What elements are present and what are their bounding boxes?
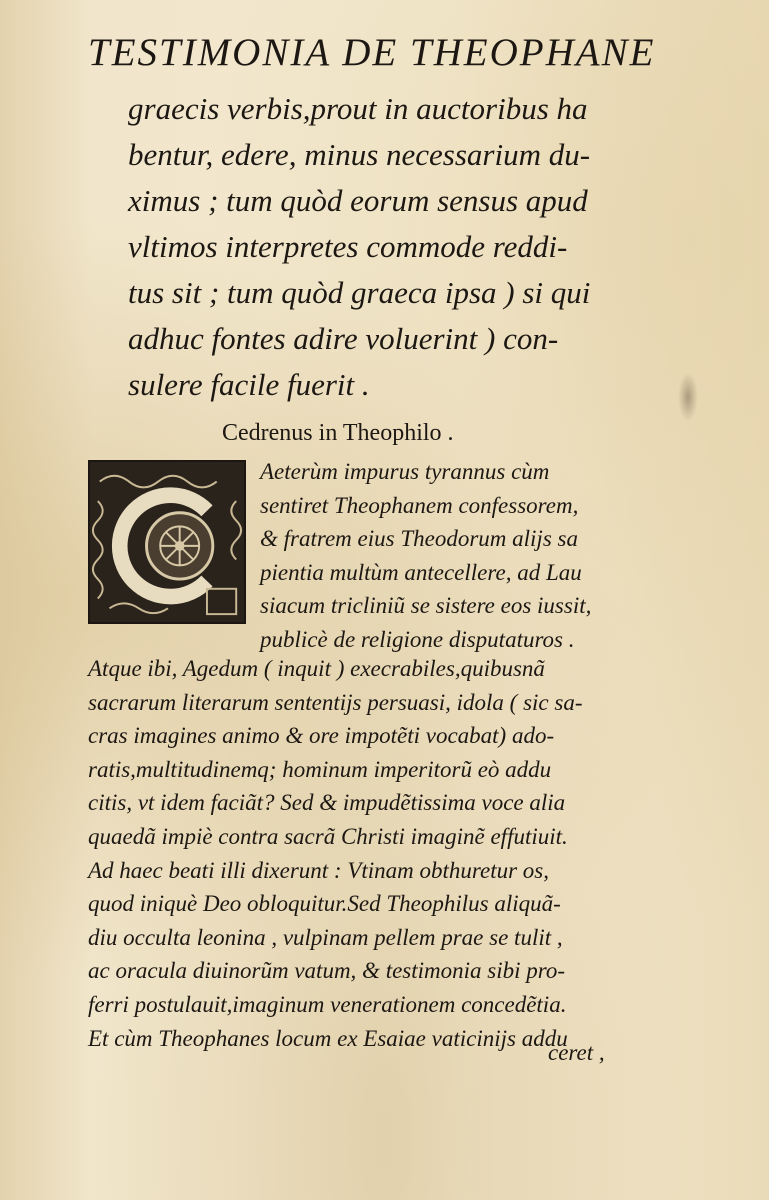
text-line: citis, vt idem faciãt? Sed & impudẽtissima voce alia xyxy=(88,790,566,816)
text-line: ferri postulauit,imaginum venerationem concedẽtia. xyxy=(88,991,567,1017)
body-paragraph xyxy=(88,652,668,1055)
decorated-initial-c xyxy=(88,460,246,624)
text-line: sentiret Theophanem confessorem, xyxy=(260,492,579,518)
text-line: ratis,multitudinemq; hominum imperitorũ eò addu xyxy=(88,756,552,782)
text-line: quod iniquè Deo obloquitur.Sed Theophilus aliquã- xyxy=(88,891,561,917)
running-head: TESTIMONIA DE THEOPHANE xyxy=(88,31,656,74)
text-line: ximus ; tum quòd eorum sensus apud xyxy=(128,183,588,218)
text-line: graecis verbis,prout in auctoribus ha xyxy=(128,91,588,126)
text-line: vltimos interpretes commode reddi- xyxy=(128,229,568,264)
text-line: adhuc fontes adire voluerint ) con- xyxy=(128,321,559,356)
text-line: sacrarum literarum sententijs persuasi, idola ( sic sa- xyxy=(88,689,583,715)
text-line: cras imagines animo & ore impotẽti vocabat) ado- xyxy=(88,723,555,749)
text-line: siacum tricliniũ se sistere eos iussit, xyxy=(260,593,592,618)
text-line: ac oracula diuinorũm vatum, & testimonia sibi pro- xyxy=(88,958,566,984)
text-line: Aeterùm impurus tyrannus cùm xyxy=(260,459,550,484)
text-line: diu occulta leonina , vulpinam pellem prae se tulit , xyxy=(88,924,563,950)
text-line: publicè de religione disputaturos . xyxy=(260,626,575,652)
text-line: Et cùm Theophanes locum ex Esaiae vaticinijs addu xyxy=(88,1025,568,1051)
text-line: pientia multùm antecellere, ad Lau xyxy=(260,559,582,585)
text-line: Atque ibi, Agedum ( inquit ) execrabiles,quibusnã xyxy=(88,656,545,681)
text-line: bentur, edere, minus necessarium du- xyxy=(128,137,591,172)
indented-paragraph xyxy=(260,455,670,656)
text-line: sulere facile fuerit . xyxy=(128,367,370,402)
text-line: quaedã impiè contra sacrã Christi imaginẽ effutiuit. xyxy=(88,823,568,849)
text-line: & fratrem eius Theodorum alijs sa xyxy=(260,526,578,551)
catchword: ceret , xyxy=(548,1040,605,1065)
section-heading: Cedrenus in Theophilo . xyxy=(222,420,454,446)
ink-stain xyxy=(678,372,698,422)
intro-paragraph xyxy=(128,86,668,408)
text-line: Ad haec beati illi dixerunt : Vtinam obthuretur os, xyxy=(88,857,549,883)
text-line: tus sit ; tum quòd graeca ipsa ) si qui xyxy=(128,275,591,310)
